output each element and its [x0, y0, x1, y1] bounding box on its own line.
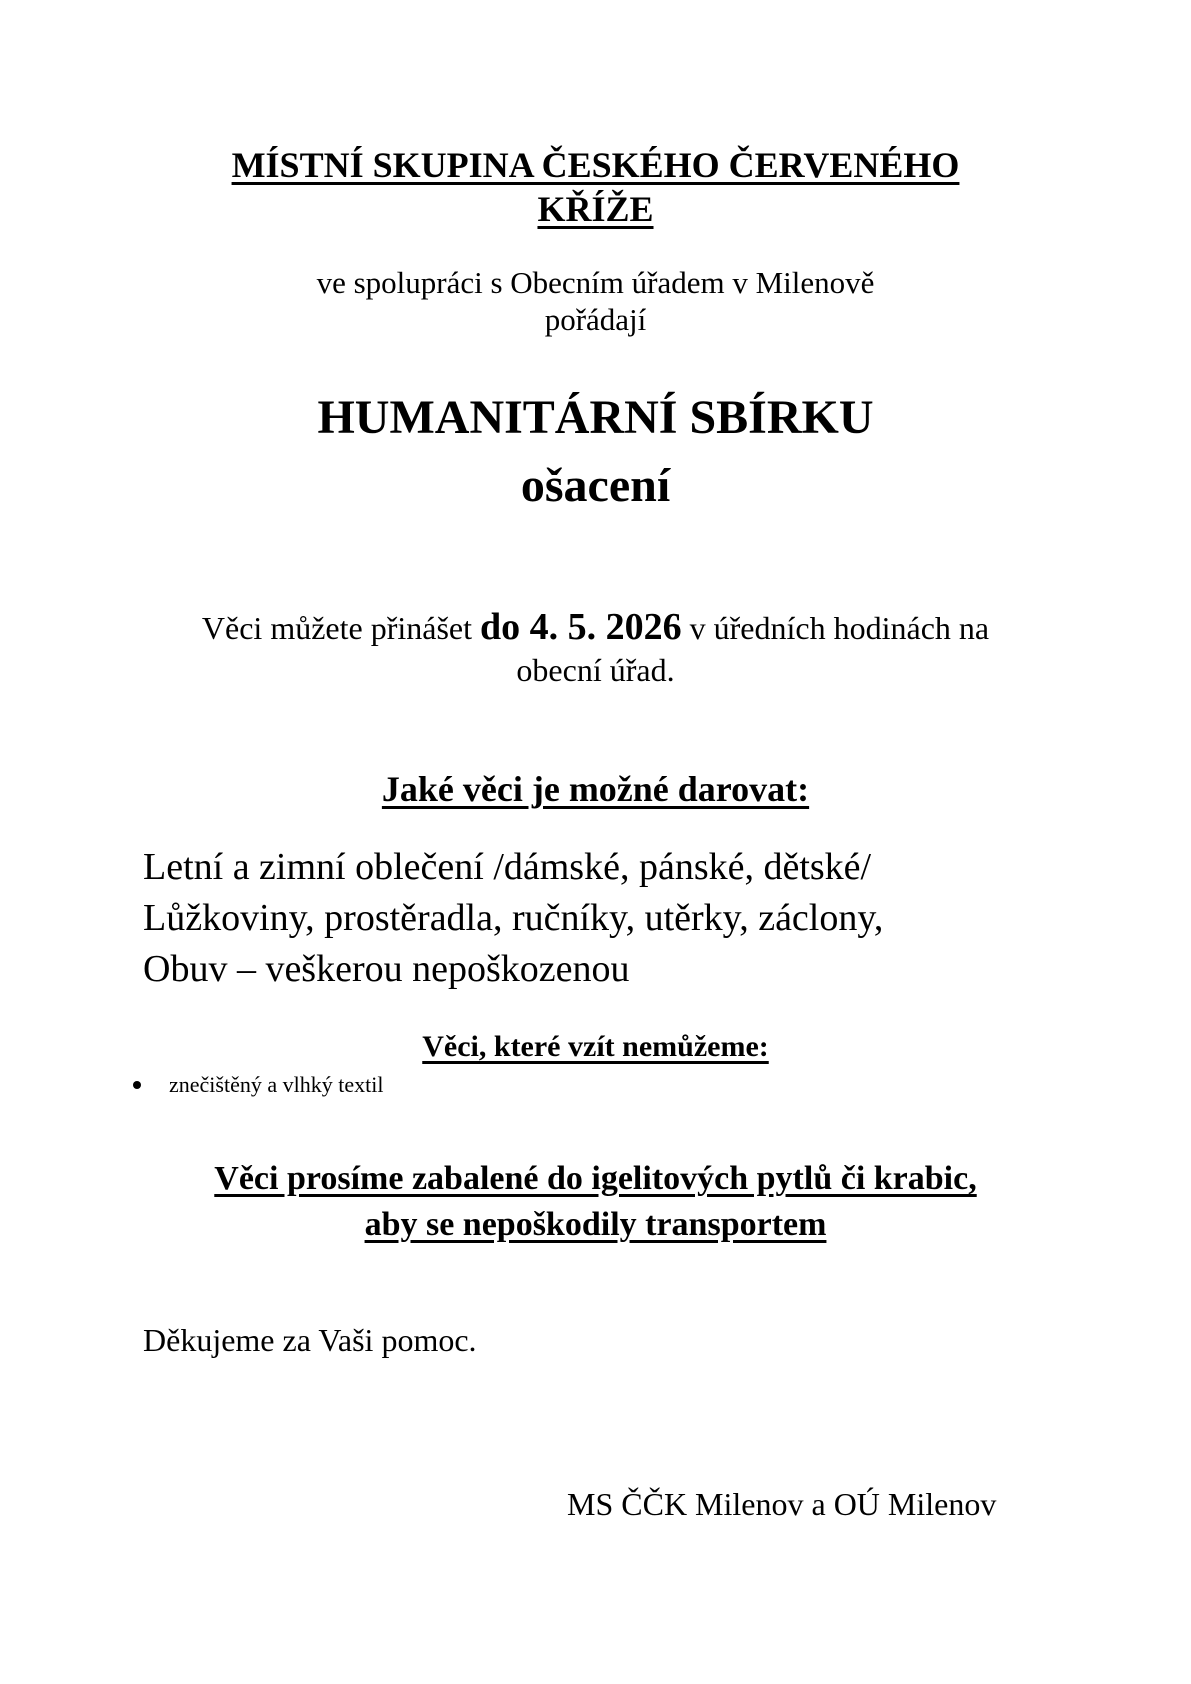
organization-title: [0, 144, 1191, 186]
organization-title-line1: MÍSTNÍ SKUPINA ČESKÉHO ČERVENÉHO: [231, 145, 960, 185]
accepted-heading-row: [0, 768, 1191, 810]
event-title: HUMANITÁRNÍ SBÍRKU: [317, 391, 874, 444]
organization-title-cont: [0, 188, 1191, 230]
not-accepted-item-text: znečištěný a vlhký textil: [169, 1072, 384, 1097]
cooperation-line: ve spolupráci s Obecním úřadem v Milenově: [316, 265, 875, 300]
not-accepted-item: [133, 1072, 383, 1098]
organizers-verb: pořádají: [544, 302, 647, 337]
accepted-item: Letní a zimní oblečení /dámské, pánské, dětské/: [143, 846, 872, 888]
packing-note-line2-row: [0, 1206, 1191, 1244]
signature: MS ČČK Milenov a OÚ Milenov: [567, 1486, 997, 1522]
event-subtitle: ošacení: [520, 459, 671, 512]
not-accepted-heading-row: [0, 1030, 1191, 1064]
date-info-line1: [0, 605, 1191, 649]
deadline-date: do 4. 5. 2026: [480, 606, 682, 648]
packing-note-line1: Věci prosíme zabalené do igelitových pytlů či krabic,: [214, 1160, 977, 1197]
accepted-item: Lůžkoviny, prostěradla, ručníky, utěrky, záclony,: [143, 897, 884, 939]
packing-note-line2: aby se nepoškodily transportem: [364, 1206, 827, 1243]
date-info-line2: obecní úřad.: [516, 652, 675, 688]
accepted-heading: Jaké věci je možné darovat:: [381, 769, 810, 809]
date-suffix: v úředních hodinách na: [681, 610, 990, 646]
accepted-item: Obuv – veškerou nepoškozenou: [143, 948, 630, 990]
thanks-text: Děkujeme za Vaši pomoc.: [143, 1322, 477, 1358]
not-accepted-heading: Věci, které vzít nemůžeme:: [422, 1030, 769, 1063]
bullet-icon: [133, 1081, 141, 1089]
organization-title-line2: KŘÍŽE: [537, 189, 654, 229]
date-prefix: Věci můžete přinášet: [201, 610, 480, 646]
packing-note-line1-row: [0, 1160, 1191, 1198]
